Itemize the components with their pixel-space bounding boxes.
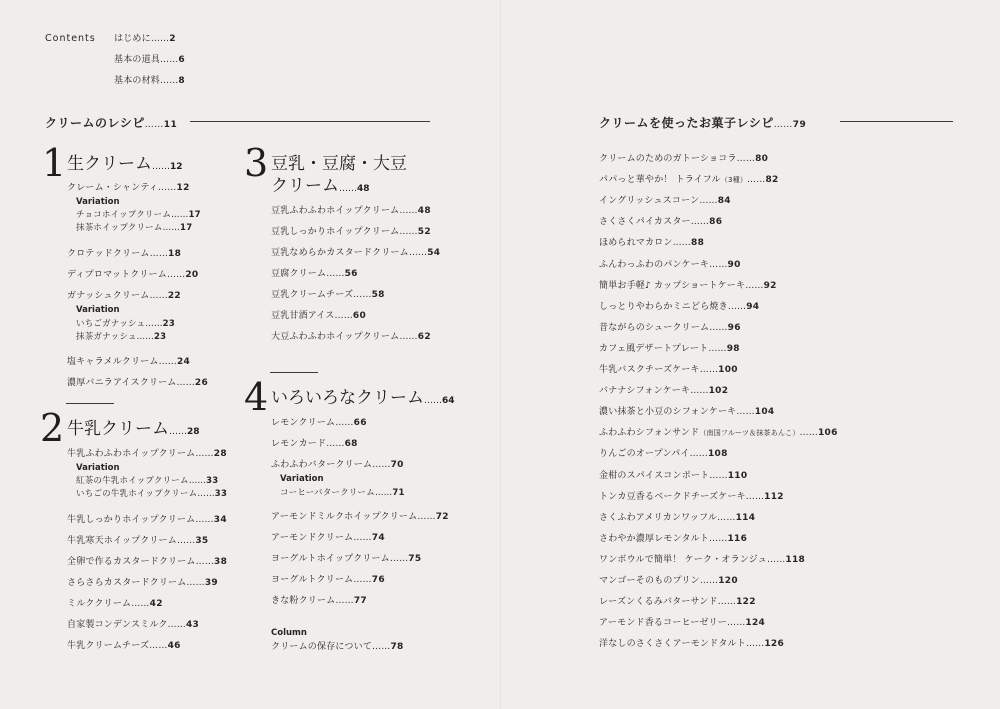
leader: ……: [745, 491, 765, 502]
toc-entry[interactable]: [114, 54, 185, 66]
toc-entry[interactable]: [271, 289, 385, 301]
leader: ……: [708, 343, 727, 354]
toc-entry-page: 92: [763, 280, 777, 291]
toc-entry-page: 52: [417, 227, 431, 237]
section-3-title-cont[interactable]: [271, 175, 370, 200]
toc-entry[interactable]: [599, 385, 728, 397]
leader: ……: [799, 428, 818, 439]
toc-entry-page: 58: [371, 290, 385, 300]
toc-entry[interactable]: [67, 556, 227, 568]
leader: ……: [709, 322, 728, 333]
leader: ……: [176, 536, 196, 546]
toc-entry-title: 基本の道具: [114, 55, 161, 65]
toc-entry-page: 106: [817, 428, 838, 439]
toc-entry[interactable]: [599, 364, 738, 376]
leader: ……: [353, 533, 372, 543]
leader: ……: [195, 515, 214, 525]
toc-entry-title: りんごのオープンパイ: [599, 449, 690, 460]
toc-entry-page: 84: [717, 196, 731, 207]
toc-entry-note: （南国フルーツ＆抹茶あんこ）: [699, 429, 800, 438]
toc-entry[interactable]: [599, 195, 731, 207]
leader: ……: [672, 238, 692, 249]
sweets-header-title: クリームを使ったお菓子レシピ: [599, 116, 774, 130]
toc-entry-title: マンゴーそのものプリン: [599, 576, 700, 586]
toc-entry-page: 70: [390, 460, 404, 470]
leader: ……: [745, 639, 765, 650]
toc-entry[interactable]: [114, 33, 176, 45]
toc-entry-title: イングリッシュスコーン: [599, 196, 700, 207]
leader: ……: [169, 427, 187, 437]
toc-entry-page: 22: [167, 291, 181, 301]
leader: ……: [372, 460, 391, 470]
toc-entry-title: トンカ豆香るベークドチーズケーキ: [599, 491, 746, 502]
toc-entry[interactable]: [67, 290, 181, 302]
section-divider: [66, 403, 114, 404]
leader: ……: [335, 596, 354, 606]
toc-entry-page: 17: [179, 223, 193, 233]
toc-entry-title: アーモンド香るコーヒーゼリー: [599, 618, 727, 629]
toc-entry[interactable]: [67, 377, 208, 389]
cream-header-rule: [190, 121, 430, 122]
toc-entry[interactable]: [271, 247, 440, 259]
section-1-page: 12: [170, 162, 183, 172]
leader: ……: [186, 578, 205, 588]
toc-entry-page: 66: [353, 418, 367, 428]
leader: ……: [195, 449, 214, 459]
leader: ……: [717, 597, 737, 608]
toc-entry-title: さらさらカスタードクリーム: [67, 578, 187, 588]
toc-entry-title: ふわふわシフォンサンド: [599, 428, 700, 439]
toc-entry-title: きな粉クリーム: [271, 596, 336, 606]
toc-entry-title: 洋なしのさくさくアーモンドタルト: [599, 639, 746, 650]
leader: ……: [699, 365, 719, 375]
leader: ……: [171, 210, 189, 220]
toc-entry-page: 94: [746, 301, 760, 312]
toc-entry-page: 56: [344, 269, 358, 279]
toc-entry-page: 17: [188, 210, 201, 220]
leader: ……: [374, 488, 393, 498]
leader: ……: [335, 418, 354, 428]
toc-entry-title: 牛乳ふわふわホイップクリーム: [67, 449, 196, 459]
toc-entry-title: 塩キャラメルクリーム: [67, 357, 159, 367]
toc-entry[interactable]: [599, 470, 747, 482]
leader: ……: [773, 120, 793, 130]
cream-header-page: 11: [163, 120, 178, 130]
leader: ……: [131, 599, 150, 609]
toc-entry[interactable]: [271, 438, 358, 450]
toc-entry[interactable]: [67, 619, 199, 631]
toc-entry-title: ヨーグルトクリーム: [271, 575, 354, 585]
leader: ……: [389, 554, 409, 564]
toc-entry-page: 126: [764, 639, 785, 650]
leader: ……: [699, 196, 718, 207]
toc-entry-page: 28: [213, 449, 227, 459]
toc-entry-title: ふんわっふわのパンケーキ: [599, 259, 710, 270]
toc-entry-title: アーモンドクリーム: [271, 533, 354, 543]
toc-entry[interactable]: [76, 222, 192, 234]
toc-entry[interactable]: [67, 182, 190, 194]
toc-entry-page: 124: [745, 618, 766, 629]
toc-entry-page: 108: [707, 449, 728, 460]
leader: ……: [736, 154, 756, 164]
toc-entry-page: 46: [167, 641, 181, 651]
toc-entry-page: 104: [754, 407, 775, 418]
toc-entry-page: 114: [735, 512, 756, 523]
toc-entry[interactable]: [599, 491, 784, 503]
leader: ……: [149, 641, 168, 651]
toc-entry-title: 簡単お手軽♪ カップショートケーキ: [599, 280, 746, 291]
toc-entry[interactable]: [599, 427, 838, 439]
toc-entry-page: 110: [727, 470, 748, 481]
toc-entry-title: 自家製コンデンスミルク: [67, 620, 168, 630]
toc-entry-page: 34: [213, 515, 227, 525]
leader: ……: [736, 407, 755, 418]
toc-entry-title: 抹茶ホイップクリーム: [76, 223, 163, 233]
leader: ……: [408, 248, 428, 258]
toc-entry-page: 48: [417, 206, 431, 216]
toc-entry[interactable]: [599, 533, 747, 545]
section-4-title[interactable]: [271, 387, 455, 412]
toc-entry[interactable]: [271, 268, 358, 280]
toc-entry-title: 豆乳甘酒アイス: [271, 311, 335, 321]
leader: ……: [399, 332, 418, 342]
leader: ……: [709, 259, 728, 270]
toc-entry-title: 豆腐クリーム: [271, 269, 327, 279]
sweets-header-rule: [840, 121, 953, 122]
toc-entry[interactable]: [67, 577, 218, 589]
toc-entry-title: しっとりやわらかミニどら焼き: [599, 301, 728, 312]
toc-entry[interactable]: [599, 343, 740, 355]
section-1-title[interactable]: [67, 153, 183, 178]
leader: ……: [150, 34, 170, 44]
toc-entry-page: 38: [214, 557, 228, 567]
toc-entry-page: 80: [755, 154, 769, 164]
leader: ……: [767, 554, 786, 565]
toc-entry[interactable]: [271, 595, 367, 607]
toc-entry[interactable]: [76, 331, 166, 343]
leader: ……: [709, 470, 728, 481]
toc-entry-page: 60: [352, 311, 367, 321]
leader: ……: [399, 227, 418, 237]
toc-entry-title: 豆乳しっかりホイップクリーム: [271, 227, 400, 237]
toc-entry-title: ほめられマカロン: [599, 238, 673, 249]
section-3-number: 3: [244, 141, 269, 185]
toc-entry[interactable]: [271, 226, 431, 238]
variation-label: Variation: [76, 197, 120, 207]
toc-entry-page: 23: [153, 332, 167, 342]
toc-entry-page: 120: [718, 576, 738, 586]
toc-entry-title: 牛乳バスクチーズケーキ: [599, 365, 700, 375]
leader: ……: [158, 183, 177, 193]
toc-entry[interactable]: [76, 488, 227, 500]
toc-entry[interactable]: [76, 209, 201, 221]
toc-entry-page: 33: [206, 476, 219, 486]
toc-entry-title: ガナッシュクリーム: [67, 291, 150, 301]
toc-entry-page: 90: [727, 259, 741, 270]
toc-entry[interactable]: [67, 640, 181, 652]
toc-entry[interactable]: [271, 574, 385, 586]
section-1-number: 1: [42, 141, 67, 185]
toc-entry-page: 39: [204, 578, 218, 588]
toc-entry[interactable]: [114, 75, 185, 87]
section-2-number: 2: [40, 406, 65, 450]
toc-entry[interactable]: [599, 153, 768, 165]
toc-entry-title: 抹茶ガナッシュ: [76, 332, 137, 342]
toc-entry-title: カフェ風デザートプレート: [599, 343, 709, 354]
section-1-title-text: 生クリーム: [67, 154, 152, 174]
section-2-title-text: 牛乳クリーム: [67, 419, 169, 439]
toc-entry-title: ヨーグルトホイップクリーム: [271, 554, 390, 564]
toc-entry-page: 78: [390, 642, 404, 652]
toc-entry-page: 2: [169, 34, 176, 44]
toc-entry-note: （3種）: [720, 176, 748, 185]
leader: ……: [160, 76, 179, 86]
toc-entry[interactable]: [599, 512, 755, 524]
toc-entry-title: 大豆ふわふわホイップクリーム: [271, 332, 400, 342]
toc-entry-page: 75: [408, 554, 422, 564]
toc-entry-page: 77: [353, 596, 367, 606]
toc-entry[interactable]: [67, 356, 190, 368]
toc-entry[interactable]: [280, 487, 405, 499]
toc-entry-page: 112: [764, 491, 784, 502]
toc-entry-page: 98: [726, 343, 740, 354]
toc-entry-page: 71: [392, 488, 405, 498]
toc-entry[interactable]: [67, 448, 227, 460]
leader: ……: [339, 184, 357, 194]
toc-entry-title: 牛乳クリームチーズ: [67, 641, 150, 651]
section-2-page: 28: [187, 427, 200, 437]
toc-entry-page: 72: [435, 512, 449, 522]
toc-entry-title: 全卵で作るカスタードクリーム: [67, 557, 196, 567]
toc-entry-title: 豆乳ふわふわホイップクリーム: [271, 206, 400, 216]
toc-entry-page: 18: [168, 249, 182, 259]
leader: ……: [699, 576, 719, 586]
toc-entry-page: 8: [178, 76, 185, 86]
leader: ……: [690, 217, 710, 228]
leader: ……: [353, 575, 372, 585]
toc-entry[interactable]: [599, 554, 805, 566]
leader: ……: [167, 620, 186, 630]
toc-entry-title: 濃厚バニラアイスクリーム: [67, 378, 177, 388]
leader: ……: [717, 512, 736, 523]
toc-entry-page: 76: [371, 575, 385, 585]
toc-entry-title: ワンボウルで簡単！ ケーク・オランジュ: [599, 554, 767, 565]
leader: ……: [160, 55, 179, 65]
toc-entry[interactable]: [599, 174, 779, 186]
toc-entry[interactable]: [599, 301, 759, 313]
toc-entry[interactable]: [271, 532, 385, 544]
toc-entry-page: 74: [371, 533, 385, 543]
toc-entry[interactable]: [67, 598, 163, 610]
sweets-section-header[interactable]: [599, 114, 806, 131]
toc-entry-page: 118: [785, 554, 806, 565]
toc-entry[interactable]: [271, 511, 449, 523]
toc-entry-title: 濃い抹茶と小豆のシフォンケーキ: [599, 407, 737, 418]
toc-entry[interactable]: [599, 280, 777, 292]
toc-entry-title: いちごガナッシュ: [76, 319, 146, 329]
section-3-title[interactable]: [271, 153, 407, 175]
leader: ……: [727, 301, 747, 312]
toc-entry[interactable]: [599, 575, 738, 587]
leader: ……: [709, 533, 728, 544]
toc-entry[interactable]: [271, 417, 367, 429]
section-3-page: 48: [357, 184, 370, 194]
variation-label: Variation: [76, 305, 120, 315]
section-2-title[interactable]: [67, 418, 200, 443]
toc-entry[interactable]: [271, 553, 421, 565]
toc-entry[interactable]: [599, 448, 728, 460]
toc-entry-title: パパっと華やか！ トライフル: [599, 175, 721, 186]
toc-entry-title: 金柑のスパイスコンポート: [599, 470, 710, 481]
leader: ……: [417, 512, 436, 522]
leader: ……: [166, 270, 186, 280]
section-3-title-line2: クリーム: [271, 176, 339, 196]
toc-entry-title: 牛乳しっかりホイップクリーム: [67, 515, 196, 525]
toc-entry[interactable]: [599, 406, 774, 418]
toc-entry-page: 100: [718, 365, 738, 375]
toc-entry[interactable]: [67, 248, 181, 260]
leader: ……: [326, 269, 345, 279]
toc-entry-page: 43: [185, 620, 200, 630]
toc-entry-title: レーズンくるみバターサンド: [599, 597, 718, 608]
leader: ……: [747, 175, 766, 186]
toc-entry[interactable]: [599, 617, 765, 629]
toc-entry-title: クリームのためのガトーショコラ: [599, 154, 737, 164]
toc-entry-page: 88: [691, 238, 705, 249]
toc-entry-title: さわやか濃厚レモンタルト: [599, 533, 710, 544]
toc-entry[interactable]: [599, 596, 756, 608]
leader: ……: [372, 642, 391, 652]
section-3-title-line1: 豆乳・豆腐・大豆: [271, 154, 407, 174]
toc-entry[interactable]: [599, 216, 722, 228]
cream-section-header[interactable]: [45, 114, 177, 131]
toc-entry-page: 102: [708, 386, 729, 397]
toc-entry[interactable]: [67, 535, 208, 547]
toc-entry[interactable]: [599, 259, 741, 271]
toc-entry-title: 牛乳寒天ホイップクリーム: [67, 536, 177, 546]
toc-entry[interactable]: [67, 269, 198, 281]
leader: ……: [690, 386, 709, 397]
leader: ……: [689, 449, 708, 460]
leader: ……: [149, 291, 168, 301]
toc-entry[interactable]: [599, 237, 704, 249]
leader: ……: [162, 223, 180, 233]
toc-entry-page: 26: [194, 378, 209, 388]
toc-entry-title: 豆乳クリームチーズ: [271, 290, 354, 300]
toc-entry[interactable]: [599, 322, 741, 334]
leader: ……: [158, 357, 177, 367]
toc-entry-page: 62: [417, 332, 431, 342]
toc-entry-title: レモンカード: [271, 439, 327, 449]
leader: ……: [399, 206, 418, 216]
leader: ……: [334, 311, 353, 321]
section-4-title-text: いろいろなクリーム: [271, 388, 424, 408]
toc-entry-page: 86: [709, 217, 723, 228]
toc-entry-title: バナナシフォンケーキ: [599, 386, 691, 397]
toc-entry-title: 豆乳なめらかカスタードクリーム: [271, 248, 409, 258]
toc-entry-page: 122: [736, 597, 756, 608]
toc-entry-title: クレーム・シャンティ: [67, 183, 159, 193]
toc-entry-page: 23: [162, 319, 176, 329]
toc-entry-title: ミルククリーム: [67, 599, 132, 609]
toc-entry-page: 12: [176, 183, 190, 193]
variation-label: Variation: [280, 474, 324, 484]
toc-entry-page: 33: [214, 489, 228, 499]
variation-label: Variation: [76, 463, 120, 473]
toc-entry-title: いちごの牛乳ホイップクリーム: [76, 489, 198, 499]
leader: ……: [745, 280, 764, 291]
toc-entry-page: 68: [344, 439, 358, 449]
toc-entry-title: アーモンドミルクホイップクリーム: [271, 512, 418, 522]
toc-entry[interactable]: [271, 641, 404, 653]
toc-entry-page: 20: [185, 270, 199, 280]
toc-entry[interactable]: [271, 331, 431, 343]
toc-entry-title: 基本の材料: [114, 76, 161, 86]
toc-entry-page: 42: [149, 599, 163, 609]
toc-entry-page: 6: [178, 55, 185, 65]
leader: ……: [149, 249, 169, 259]
toc-entry-page: 82: [765, 175, 779, 186]
leader: ……: [145, 319, 163, 329]
leader: ……: [188, 476, 207, 486]
leader: ……: [424, 396, 442, 406]
toc-entry[interactable]: [271, 205, 431, 217]
toc-entry[interactable]: [76, 318, 175, 330]
toc-entry[interactable]: [271, 310, 366, 322]
toc-entry[interactable]: [76, 475, 219, 487]
toc-entry-page: 24: [176, 357, 191, 367]
leader: ……: [152, 162, 170, 172]
toc-entry[interactable]: [271, 459, 404, 471]
toc-entry-title: チョコホイップクリーム: [76, 210, 172, 220]
leader: ……: [197, 489, 215, 499]
contents-label: Contents: [45, 33, 96, 44]
section-4-page: 64: [442, 396, 455, 406]
toc-entry-title: はじめに: [114, 34, 151, 44]
toc-entry-title: ふわふわバタークリーム: [271, 460, 373, 470]
toc-entry-title: クロテッドクリーム: [67, 249, 150, 259]
toc-entry-title: さくさくパイカスター: [599, 217, 691, 228]
toc-entry-title: 紅茶の牛乳ホイップクリーム: [76, 476, 189, 486]
toc-entry[interactable]: [599, 638, 784, 650]
section-divider: [270, 372, 318, 373]
toc-entry-page: 96: [727, 322, 741, 333]
column-label: Column: [271, 628, 307, 638]
toc-entry[interactable]: [67, 514, 227, 526]
leader: ……: [176, 378, 195, 388]
toc-entry-page: 54: [427, 248, 441, 258]
page-gutter: [500, 0, 501, 709]
toc-entry-page: 35: [195, 536, 209, 546]
toc-entry-title: ディプロマットクリーム: [67, 270, 167, 280]
toc-entry-title: クリームの保存について: [271, 642, 373, 652]
leader: ……: [195, 557, 215, 567]
leader: ……: [727, 618, 746, 629]
cream-header-title: クリームのレシピ: [45, 116, 145, 130]
leader: ……: [144, 120, 164, 130]
leader: ……: [353, 290, 372, 300]
toc-entry-title: レモンクリーム: [271, 418, 336, 428]
toc-entry-page: 116: [727, 533, 748, 544]
toc-entry-title: さくふわアメリカンワッフル: [599, 512, 718, 523]
sweets-header-page: 79: [792, 120, 807, 130]
toc-entry-title: コーヒーバタークリーム: [280, 488, 375, 498]
leader: ……: [326, 439, 345, 449]
toc-entry-title: 昔ながらのシュークリーム: [599, 322, 710, 333]
leader: ……: [136, 332, 154, 342]
section-4-number: 4: [244, 375, 269, 419]
